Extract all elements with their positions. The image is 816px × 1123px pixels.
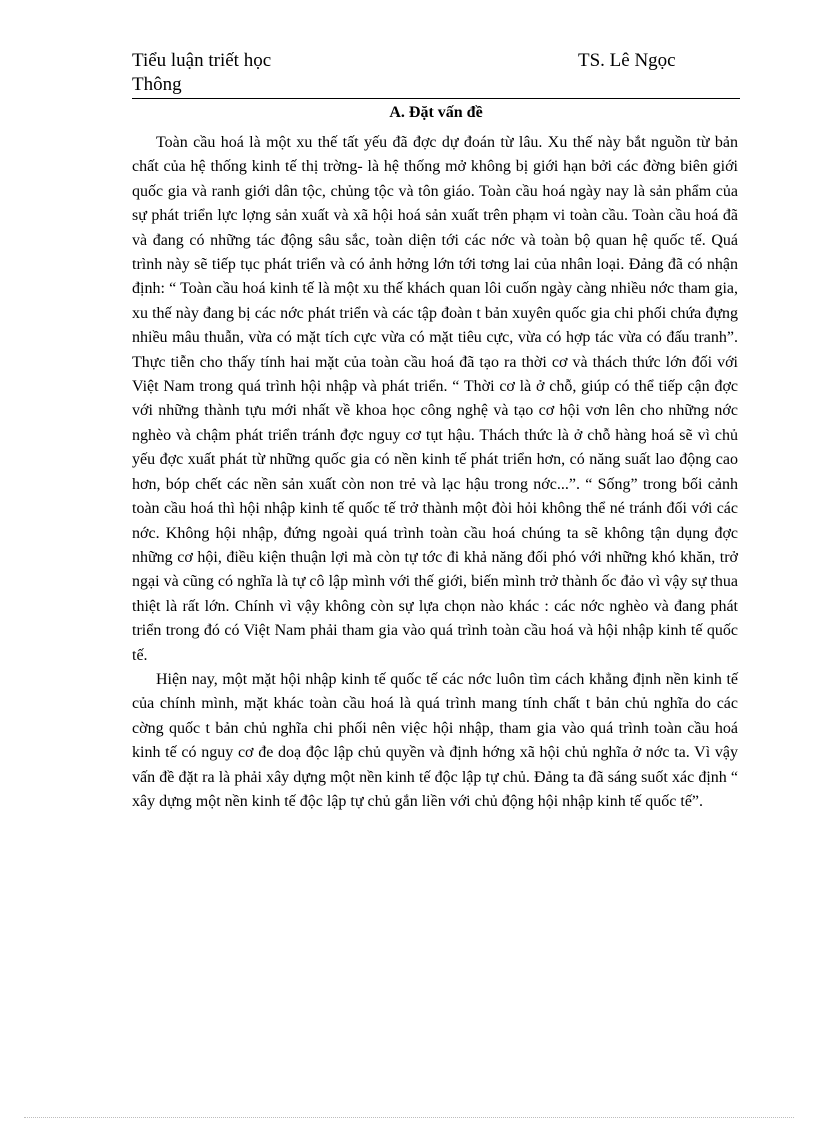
page-bottom-divider bbox=[24, 1117, 794, 1118]
document-body bbox=[132, 131, 738, 814]
header-divider bbox=[132, 98, 740, 99]
header-author-continued: Thông bbox=[132, 74, 182, 95]
section-title: A. Đặt vấn đề bbox=[389, 104, 483, 121]
header-author: TS. Lê Ngọc bbox=[578, 50, 676, 71]
paragraph-2: Hiện nay, một mặt hội nhập kinh tế quốc tế các nớc luôn tìm cách khẳng định nền kinh tế của chính mình, mặt khác toàn cầu hoá là quá trình mang tính chất t bản chủ nghĩa do các cờng quốc t bản chủ nghĩa chi phối nên việc hội nhập, tham gia vào quá trình toàn cầu hoá kinh tế có nguy cơ đe doạ độc lập chủ quyền và định hớng xã hội chủ nghĩa ở nớc ta. Vì vậy vấn đề đặt ra là phải xây dựng một nền kinh tế độc lập tự chủ. Đảng ta đã sáng suốt xác định “ xây dựng một nền kinh tế độc lập tự chủ gắn liền với chủ động hội nhập kinh tế quốc tế”. bbox=[132, 670, 738, 810]
header-course-title: Tiểu luận triết học bbox=[132, 50, 272, 71]
paragraph-1: Toàn cầu hoá là một xu thế tất yếu đã đợc dự đoán từ lâu. Xu thế này bắt nguồn từ bản chất của hệ thống kinh tế thị trờng- là hệ thống mở không bị giới hạn bởi các đờng biên giới quốc gia và ranh giới dân tộc, chủng tộc và tôn giáo. Toàn cầu hoá ngày nay là sản phẩm của sự phát triển lực lợng sản xuất và xã hội hoá sản xuất trên phạm vi toàn cầu. Toàn cầu hoá đã và đang có những tác động sâu sắc, toàn diện tới các nớc và toàn bộ quan hệ quốc tế. Quá trình này sẽ tiếp tục phát triển và có ảnh hởng lớn tới tơng lai của nhân loại. Đảng đã có nhận định: “ Toàn cầu hoá kinh tế là một xu thế khách quan lôi cuốn ngày càng nhiều nớc tham gia, xu thế này đang bị các nớc phát triển và các tập đoàn t bản xuyên quốc gia chi phối chứa đựng nhiều mâu thuẫn, vừa có mặt tích cực vừa có mặt tiêu cực, vừa có hợp tác vừa có đấu tranh”. Thực tiễn cho thấy tính hai mặt của toàn cầu hoá đã tạo ra thời cơ và thách thức lớn đối với Việt Nam trong quá trình hội nhập và phát triển. “ Thời cơ là ở chỗ, giúp có thể tiếp cận đợc với những thành tựu mới nhất về khoa học công nghệ và tạo cơ hội vơn lên cho những nớc nghèo và chậm phát triển tránh đợc nguy cơ tụt hậu. Thách thức là ở chỗ hàng hoá sẽ vì chủ yếu đợc xuất phát từ những quốc gia có nền kinh tế phát triển hơn, có năng suất lao động cao hơn, bóp chết các nền sản xuất còn non trẻ và lạc hậu trong nớc...”. “ Sống” trong bối cảnh toàn cầu hoá thì hội nhập kinh tế quốc tế trở thành một đòi hỏi không thể né tránh đối với các nớc. Không hội nhập, đứng ngoài quá trình toàn cầu hoá chúng ta sẽ không tận dụng đợc những cơ hội, điều kiện thuận lợi mà còn tự tớc đi khả năng đối phó với những khó khăn, trở ngại và cũng có nghĩa là tự cô lập mình với thế giới, biến mình trở thành ốc đảo vì vậy sự thua thiệt là rất lớn. Chính vì vậy không còn sự lựa chọn nào khác : các nớc nghèo và đang phát triển trong đó có Việt Nam phải tham gia vào quá trình toàn cầu hoá và hội nhập kinh tế quốc tế. bbox=[132, 134, 738, 664]
